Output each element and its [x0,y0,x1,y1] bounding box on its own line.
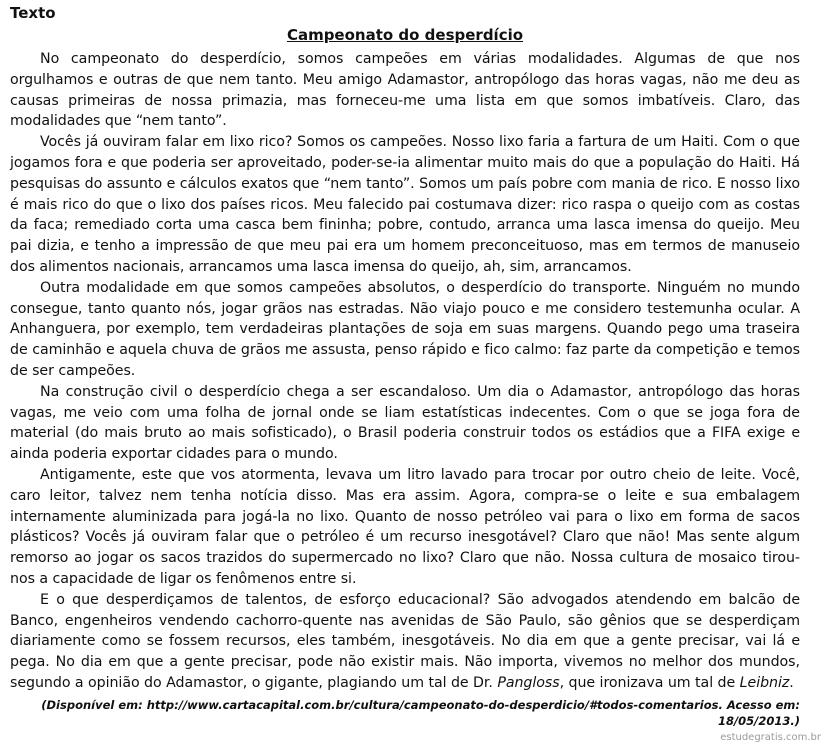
paragraph: Vocês já ouviram falar em lixo rico? Somos os campeões. Nosso lixo faria a fartura de um Haiti. Com o que jogamos fora e que poderia ser aproveitado, poder-se-ia alimentar muito mais do que a população do Haiti. Há pesquisas do assunto e cálculos exatos que “nem tanto”. Somos um país pobre com mania de rico. E nosso lixo é mais rico do que o lixo dos países ricos. Meu falecido pai costumava dizer: rico raspa o queijo com as costas da faca; remediado corta uma casca bem fininha; pobre, contudo, arranca uma lasca imensa do queijo. Meu pai dizia, e tenho a impressão de que meu pai era um homem preconceituoso, mas em termos de manuseio dos alimentos nacionais, arrancamos uma lasca imensa do queijo, ah, sim, arrancamos. [10,134,800,275]
paragraph [10,590,800,694]
italic-name-leibniz: Leibniz [739,674,790,691]
paragraph: Na construção civil o desperdício chega a ser escandaloso. Um dia o Adamastor, antropólogo das horas vagas, me veio com uma folha de jornal onde se liam estatísticas indecentes. Com o que se joga fora de material (do mais bruto ao mais sofisticado), o Brasil poderia construir todos os estádios que a FIFA exige e ainda poderia exportar cidades para o mundo. [10,383,800,463]
document-page [10,4,800,729]
watermark: estudegratis.com.br [720,732,821,743]
paragraph: Antigamente, este que vos atormenta, levava um litro lavado para trocar por outro cheio de leite. Você, caro leitor, talvez nem tenha notícia disso. Mas era assim. Agora, compra-se o leite e sua embalagem internamente aluminizada para jogá-la no lixo. Quanto de nosso petróleo vai para o lixo em forma de sacos plásticos? Vocês já ouviram falar que o petróleo é um recurso inesgotável? Claro que não! Mas sente algum remorso ao jogar os sacos trazidos do supermercado no lixo? Claro que não. Nossa cultura de mosaico tirou-nos a capacidade de ligar os fenômenos entre si. [10,466,800,587]
paragraph-text: , que ironizava um tal de [559,674,740,691]
paragraph: Outra modalidade em que somos campeões absolutos, o desperdício do transporte. Ninguém no mundo consegue, tanto quanto nós, jogar grãos nas estradas. Não viajo pouco e me considero testemunha ocular. A Anhanguera, por exemplo, tem verdadeiras plantações de soja em suas margens. Quando pego uma traseira de caminhão e aquela chuva de grãos me assusta, penso rápido e fico calmo: faz parte da competição e temos de ser campeões. [10,279,800,379]
source-citation: (Disponível em: http://www.cartacapital.com.br/cultura/campeonato-do-desperdicio/#todos-comentarios. Acesso em: 18/05/2013.) [41,697,800,728]
paragraph: No campeonato do desperdício, somos campeões em várias modalidades. Algumas de que nos orgulhamos e outras de que nem tanto. Meu amigo Adamastor, antropólogo das horas vagas, não me deu as causas primeiras de nossa primazia, mas forneceu-me uma lista em que somos imbatíveis. Claro, das modalidades que “nem tanto”. [10,51,800,130]
paragraph-text: E o que desperdiçamos de talentos, de esforço educacional? São advogados atendendo em balcão de Banco, engenheiros vendendo cachorro-quente nas avenidas de São Paulo, são gênios que se desperdiçam diariamente como se fossem recursos, eles também, inesgotáveis. No dia em que a gente precisar, vai lá e pega. No dia em que a gente precisar, pode não existir mais. Não importa, vivemos no melhor dos mundos, segundo a opinião do Adamastor, o gigante, plagiando um tal de Dr. [10,591,800,691]
text-label: Texto [10,4,56,22]
paragraph-text: . [789,674,794,691]
italic-name-pangloss: Pangloss [497,674,560,691]
article-title: Campeonato do desperdício [286,26,524,44]
